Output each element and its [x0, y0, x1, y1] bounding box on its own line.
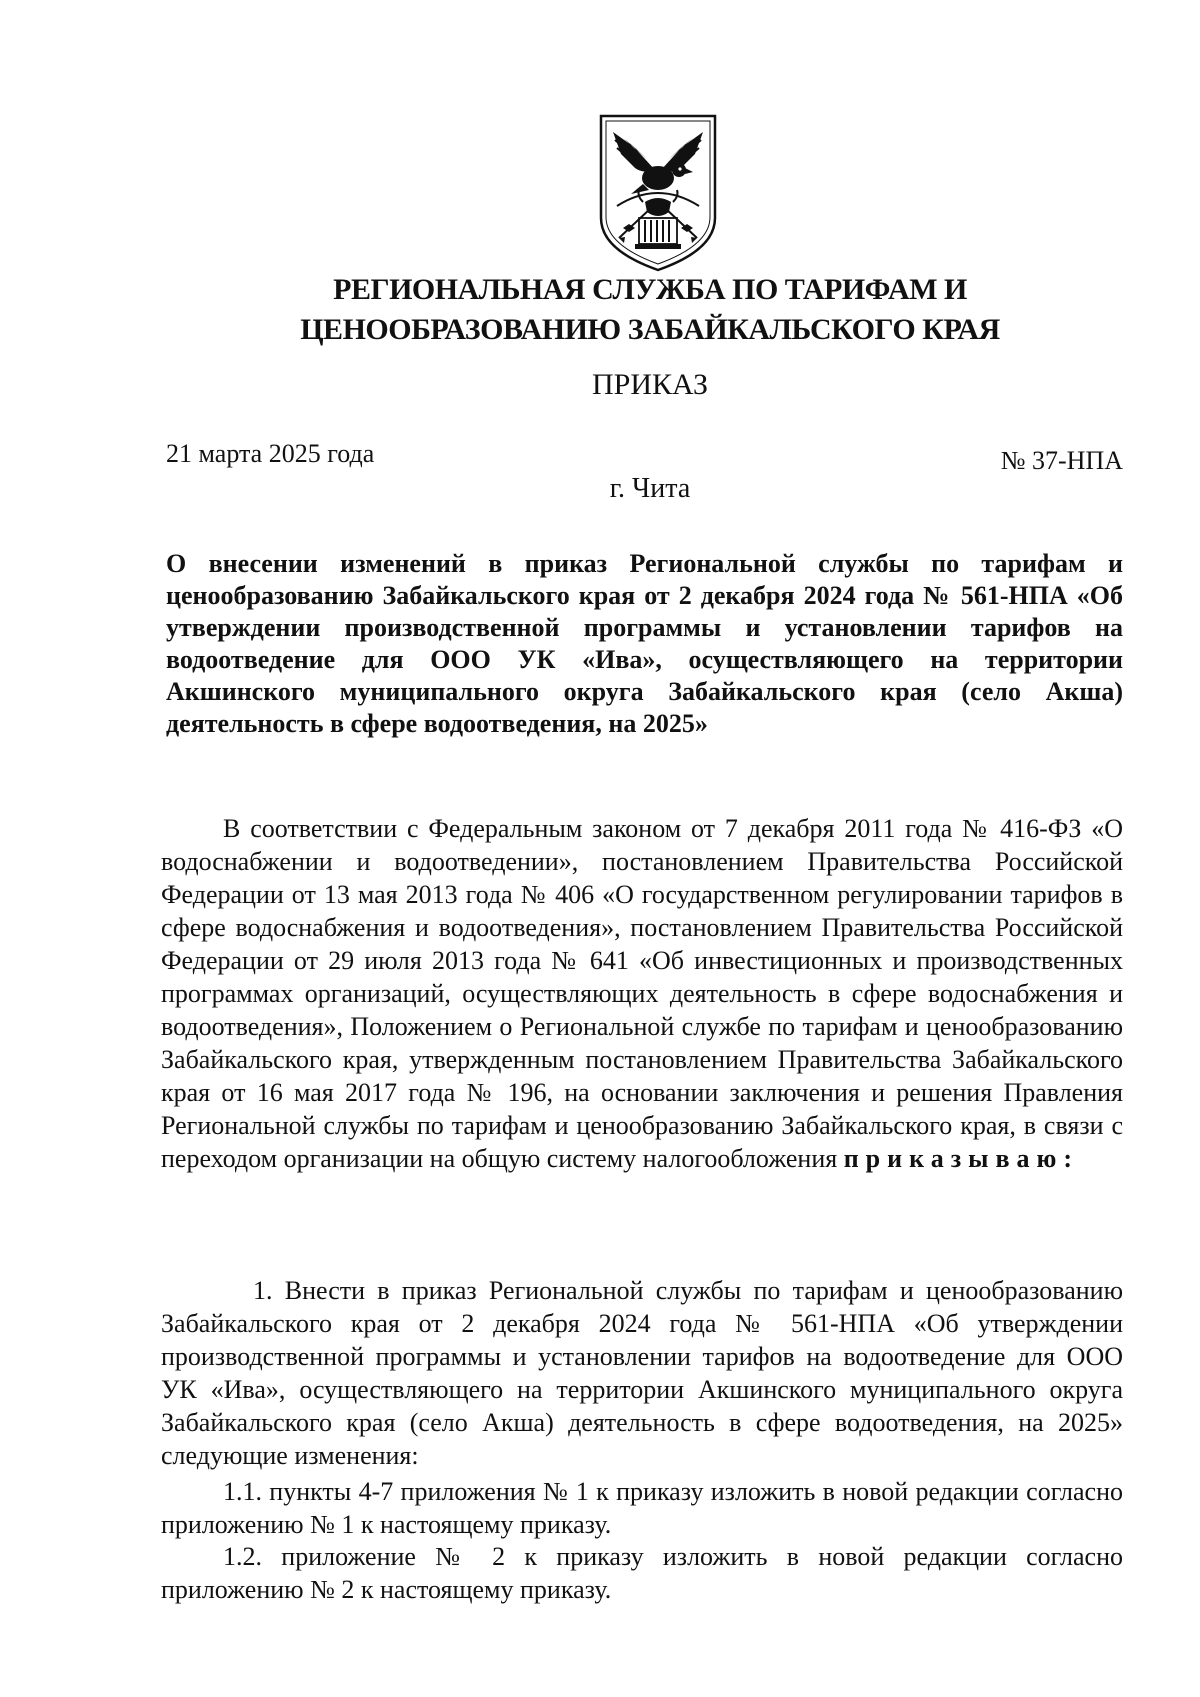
- item-1-2-paragraph: 1.2. приложение № 2 к приказу изложить в новой редакции согласно приложению № 2 к настоящему приказу.: [161, 1542, 1123, 1604]
- agency-name: [160, 270, 1140, 350]
- document-type: ПРИКАЗ: [592, 368, 708, 401]
- decree-word: приказываю:: [843, 1144, 1080, 1173]
- document-date: 21 марта 2025 года: [166, 439, 375, 468]
- item-1-1-paragraph: 1.1. пункты 4-7 приложения № 1 к приказу изложить в новой редакции согласно приложению № 1 к настоящему приказу.: [161, 1477, 1123, 1539]
- preamble-paragraph: [161, 812, 1123, 1175]
- agency-name-line-2: ЦЕНООБРАЗОВАНИЮ ЗАБАЙКАЛЬСКОГО КРАЯ: [300, 313, 1000, 346]
- coat-of-arms-icon: [593, 110, 723, 275]
- item-1-paragraph: 1. Внести в приказ Региональной службы по тарифам и ценообразованию Забайкальского края от 2 декабря 2024 года № 561-НПА «Об утверждении производственной программы и установлении тарифов на водоотведение для ООО УК «Ива», осуществляющего на территории Акшинского муниципального округа Забайкальского края (село Акша) деятельность в сфере водоотведения, на 2025» следующие изменения:: [161, 1276, 1123, 1470]
- document-number: № 37-НПА: [1000, 446, 1123, 475]
- document-city: г. Чита: [609, 473, 691, 504]
- agency-name-line-1: РЕГИОНАЛЬНАЯ СЛУЖБА ПО ТАРИФАМ И: [333, 273, 967, 306]
- document-subject: О внесении изменений в приказ Региональной службы по тарифам и ценообразованию Забайкальского края от 2 декабря 2024 года № 561-НПА «Об утверждении производственной программы и установлении тарифов на водоотведение для ООО УК «Ива», осуществляющего на территории Акшинского муниципального округа Забайкальского края (село Акша) деятельность в сфере водоотведения, на 2025»: [166, 549, 1123, 738]
- preamble-text: В соответствии с Федеральным законом от 7 декабря 2011 года № 416-ФЗ «О водоснабжении и водоотведении», постановлением Правительства Российской Федерации от 13 мая 2013 года № 406 «О государственном регулировании тарифов в сфере водоснабжения и водоотведения», постановлением Правительства Российской Федерации от 29 июля 2013 года № 641 «Об инвестиционных и производственных программах организаций, осуществляющих деятельность в сфере водоснабжения и водоотведения», Положением о Региональной службе по тарифам и ценообразованию Забайкальского края, утвержденным постановлением Правительства Забайкальского края от 16 мая 2017 года № 196, на основании заключения и решения Правления Региональной службы по тарифам и ценообразованию Забайкальского края, в связи с переходом организации на общую систему налогообложения: [161, 814, 1123, 1173]
